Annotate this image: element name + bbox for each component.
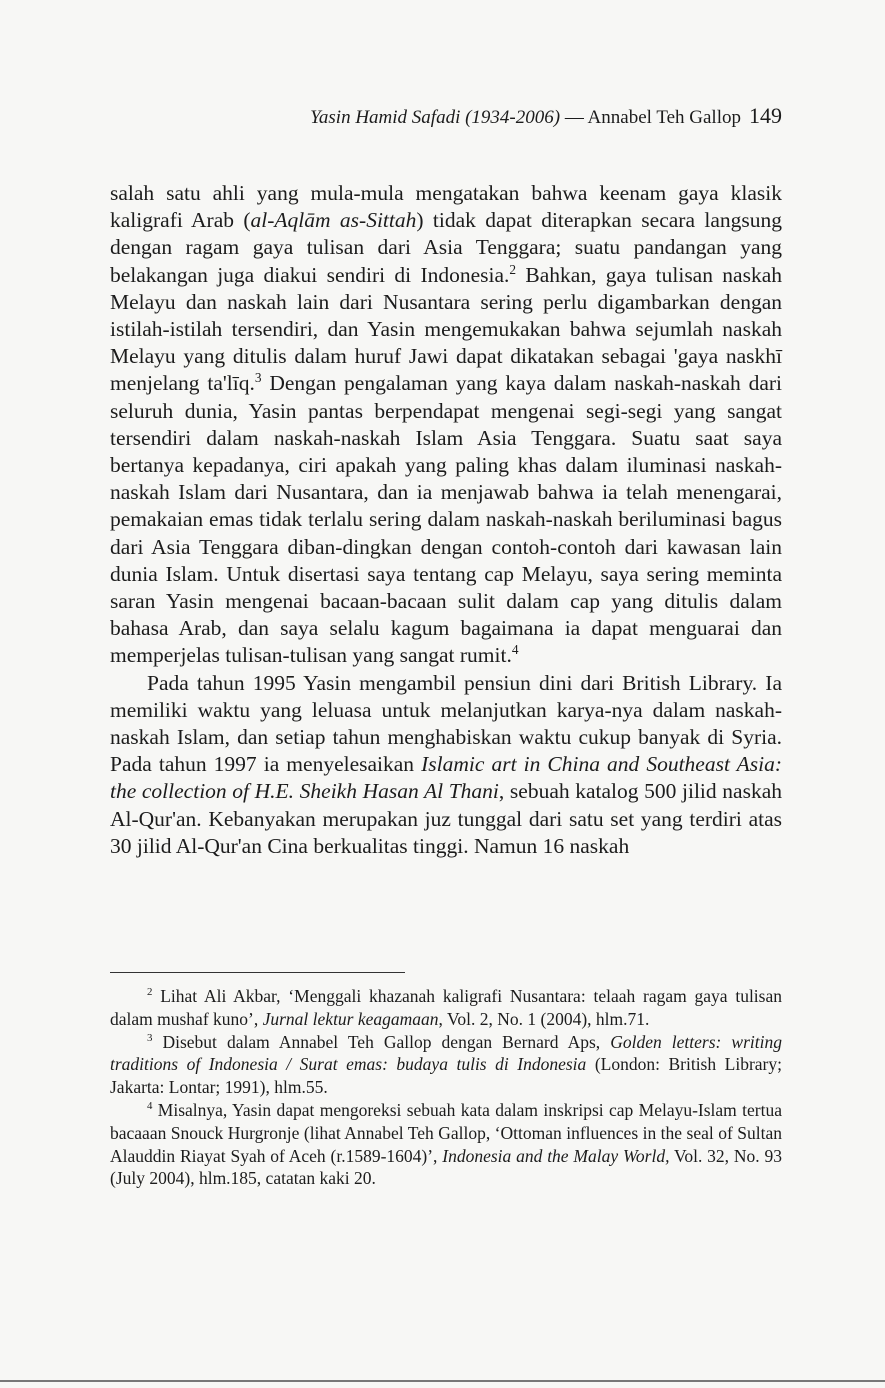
italic-title: Jurnal lektur keagamaan	[262, 1008, 439, 1029]
text-run: , Vol. 2, No. 1 (2004), hlm.71.	[438, 1008, 650, 1029]
running-header	[110, 103, 782, 131]
text-run: Vol. 32, No. 93 (July 2004), hlm.185, catatan kaki 20.	[110, 1145, 782, 1189]
text-run: Lihat Ali Akbar, ‘Menggali khazanah kaligrafi Nusantara: telaah ragam gaya tulisan dalam mushaf kuno’,	[110, 986, 782, 1029]
italic-title: Golden letters: writing traditions of Indonesia / Surat emas: budaya tulis di Indonesia	[110, 1031, 782, 1075]
scan-edge-line	[0, 1380, 885, 1382]
header-separator: —	[560, 107, 588, 128]
body-text	[110, 180, 782, 860]
text-run: Dengan pengalaman yang kaya dalam naskah-naskah dari seluruh dunia, Yasin pantas berpendapat mengenai segi-segi yang sangat tersendiri dalam naskah-naskah Islam Asia Tenggara. Suatu saat saya bertanya kepadanya, ciri apakah yang paling khas dalam iluminasi naskah-naskah Islam dari Nusantara, dan ia menjawab bahwa ia telah menengarai, pemakaian emas tidak terlalu sering dalam naskah-naskah beriluminasi bagus dari Asia Tenggara diban-dingkan dengan contoh-contoh dari kawasan lain dunia Islam. Untuk disertasi saya tentang cap Melayu, saya sering meminta saran Yasin mengenai bacaan-bacaan sulit dalam cap yang ditulis dalam bahasa Arab, dan saya selalu kagum bagaimana ia dapat menguarai dan memperjelas tulisan-tulisan yang sangat rumit.	[110, 371, 782, 668]
text-run: , sebuah katalog 500 jilid naskah Al-Qur'an. Kebanyakan merupakan juz tunggal dari satu set yang terdiri atas 30 jilid Al-Qur'an Cina berkualitas tinggi. Namun 16 naskah	[110, 779, 782, 858]
paragraph-2	[110, 670, 782, 860]
text-run: Bahkan, gaya tulisan naskah Melayu dan naskah lain dari Nusantara sering perlu digambarkan dengan istilah-istilah tersendiri, dan Yasin mengemukakan bahwa sejumlah naskah Melayu yang ditulis dalam huruf Jawi dapat dikatakan sebagai 'gaya naskhī menjelang ta'līq.	[110, 262, 782, 396]
paragraph-1	[110, 180, 782, 670]
italic-term: al-Aqlām as-Sittah	[250, 208, 417, 233]
footnote-number: 4	[147, 1100, 153, 1113]
text-run: salah satu ahli yang mula-mula mengatakan bahwa keenam gaya klasik kaligrafi Arab (	[110, 181, 782, 233]
header-author: Annabel Teh Gallop	[587, 107, 741, 128]
footnote-2	[110, 985, 782, 1031]
page-number: 149	[749, 103, 782, 128]
italic-title: Islamic art in China and Southeast Asia: the collection of H.E. Sheikh Hasan Al Thani	[110, 752, 782, 804]
footnote-number: 2	[147, 986, 153, 999]
footnote-4	[110, 1099, 782, 1190]
text-run: Pada tahun 1995 Yasin mengambil pensiun dini dari British Library. Ia memiliki waktu yang leluasa untuk melanjutkan karya-nya dalam naskah-naskah Islam, dan setiap tahun menghabiskan waktu cukup banyak di Syria. Pada tahun 1997 ia menyelesaikan	[110, 670, 782, 777]
footnote-3	[110, 1031, 782, 1099]
footnote-number: 3	[147, 1031, 153, 1044]
text-run: (London: British Library; Jakarta: Lontar; 1991), hlm.55.	[110, 1054, 782, 1098]
text-run: Disebut dalam Annabel Teh Gallop dengan Bernard Aps,	[152, 1031, 611, 1052]
footnote-ref: 3	[254, 370, 262, 386]
footnote-ref: 2	[509, 261, 517, 277]
italic-title: Indonesia and the Malay World,	[442, 1145, 670, 1166]
footnotes	[110, 985, 782, 1190]
text-run: Misalnya, Yasin dapat mengoreksi sebuah kata dalam inskripsi cap Melayu-Islam tertua bacaaan Snouck Hurgronje (lihat Annabel Teh Gallop, ‘Ottoman influences in the seal of Sultan Alauddin Riayat Syah of Aceh (r.1589-1604)’,	[110, 1099, 782, 1166]
text-run: ) tidak dapat diterapkan secara langsung dengan ragam gaya tulisan dari Asia Tenggara; suatu pandangan yang belakangan juga diakui sendiri di Indonesia.	[110, 208, 783, 287]
footnote-ref: 4	[511, 642, 519, 658]
running-title: Yasin Hamid Safadi (1934-2006)	[310, 107, 561, 128]
footnote-divider	[110, 972, 405, 973]
